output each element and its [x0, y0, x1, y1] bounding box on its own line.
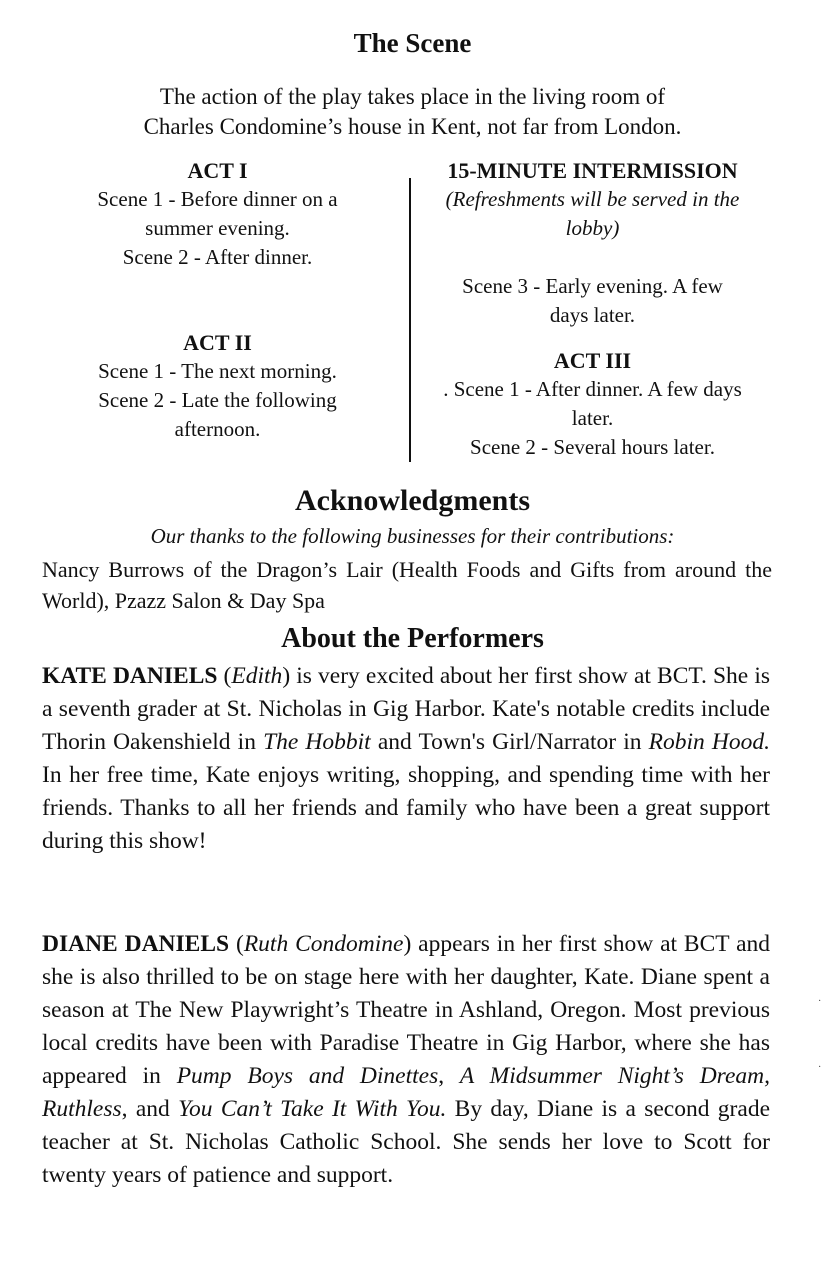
- bio-text: ) is very excited about her first show at BCT. She is a seventh grader at St. Nicholas in Gig Harbor. Kate's notable credits include Thorin Oakenshield in: [42, 663, 770, 755]
- acknowledgments-body: Nancy Burrows of the Dragon’s Lair (Health Foods and Gifts from around the World), Pzazz Salon & Day Spa: [42, 557, 772, 613]
- act2-heading: ACT II: [183, 330, 252, 355]
- act2-scene2: Scene 2 - Late the following: [98, 388, 337, 412]
- act2-scene3-cont: days later.: [549, 303, 636, 327]
- act1-scene1: Scene 1 - Before dinner on a: [97, 187, 338, 211]
- act3-scene2: Scene 2 - Several hours later.: [470, 435, 715, 459]
- act2-scene3: Scene 3 - Early evening. A few: [462, 274, 723, 298]
- scan-speck: ·: [818, 996, 822, 1007]
- bio-text: (: [229, 931, 244, 957]
- bio-text: , and: [121, 1096, 179, 1122]
- bio-kate-daniels: [42, 660, 770, 858]
- acts-columns: [0, 156, 825, 476]
- bio-text: In her free time, Kate enjoys writing, shopping, and spending time with her friends. Thanks to all her friends and family who have been a great support during this show!: [42, 762, 770, 854]
- show-title: You Can’t Take It With You.: [178, 1096, 447, 1122]
- scene-intro-line: The action of the play takes place in the living room of: [159, 84, 666, 109]
- show-title: Robin Hood.: [648, 729, 770, 755]
- acknowledgments-title: Acknowledgments: [294, 484, 530, 517]
- intermission-heading: 15-MINUTE INTERMISSION: [447, 158, 738, 183]
- bio-text: and Town's Girl/Narrator in: [370, 729, 649, 755]
- intermission-note-cont: lobby): [565, 216, 620, 240]
- scene-intro-line: Charles Condomine’s house in Kent, not far from London.: [143, 114, 682, 139]
- bio-text: ,: [438, 1063, 460, 1089]
- performer-role: Ruth Condomine: [243, 931, 404, 957]
- performer-role: Edith: [231, 663, 283, 689]
- bio-text: By day, Diane is a second grade teacher at St. Nicholas Catholic School. She sends her love to Scott for twenty years of patience and support.: [42, 1096, 770, 1188]
- column-divider: [409, 178, 411, 462]
- act3-scene1: . Scene 1 - After dinner. A few days: [443, 377, 742, 401]
- intermission-note: (Refreshments will be served in the: [445, 187, 740, 211]
- act3-heading: ACT III: [553, 348, 632, 373]
- performers-title: About the Performers: [281, 623, 544, 654]
- performer-name: KATE DANIELS: [42, 663, 218, 689]
- bio-text: ) appears in her first show at BCT and she is also thrilled to be on stage here with her daughter, Kate. Diane spent a season at The New Playwright’s Theatre in Ashland, Oregon. Most previous local credits have been with Paradise Theatre in Gig Harbor, where she has appeared in: [42, 931, 770, 1089]
- acts-left-column: [40, 156, 395, 444]
- act3-scene1-cont: later.: [571, 406, 614, 430]
- bio-text: (: [217, 663, 232, 689]
- act1-scene2: Scene 2 - After dinner.: [122, 245, 313, 269]
- bio-diane-daniels: [42, 928, 770, 1192]
- show-title: The Hobbit: [263, 729, 371, 755]
- performer-name: DIANE DANIELS: [42, 931, 230, 957]
- show-title: A Midsummer Night’s Dream, Ruthless: [42, 1063, 770, 1122]
- act2-scene1: Scene 1 - The next morning.: [98, 359, 337, 383]
- show-title: Pump Boys and Dinettes: [176, 1063, 439, 1089]
- scan-speck: ·: [818, 1062, 822, 1073]
- act2-scene2-cont: afternoon.: [174, 417, 261, 441]
- acts-right-column: [415, 156, 770, 462]
- acknowledgments-subtitle: Our thanks to the following businesses for their contributions:: [150, 524, 675, 548]
- scene-intro: [0, 82, 825, 142]
- act1-heading: ACT I: [187, 158, 248, 183]
- act1-scene1-cont: summer evening.: [145, 216, 290, 240]
- scene-title: The Scene: [353, 28, 472, 58]
